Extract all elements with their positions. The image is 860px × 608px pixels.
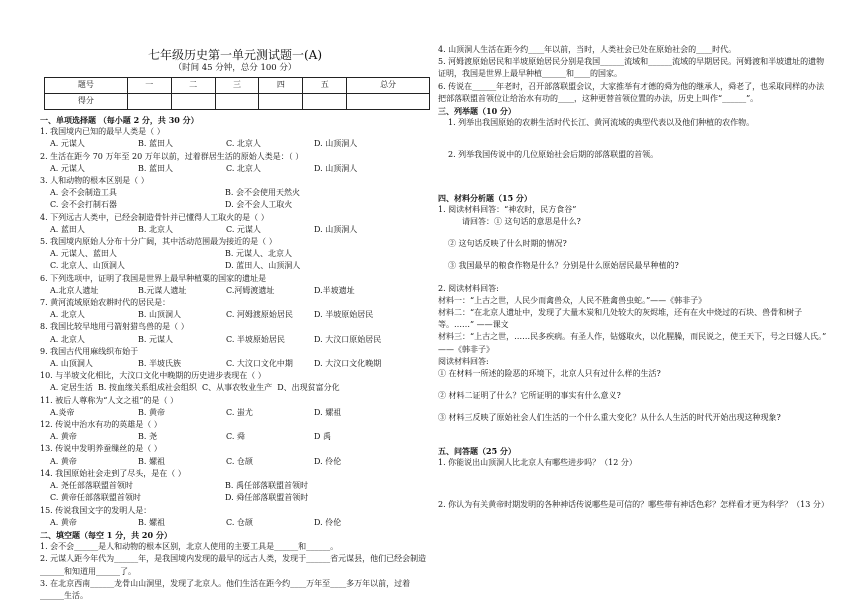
option: D. 山顶洞人: [314, 163, 358, 173]
score-cell: 题号: [45, 78, 128, 94]
option: C. 北京人: [226, 163, 261, 173]
option: A. 定居生活: [50, 383, 93, 393]
score-cell: 一: [127, 78, 171, 94]
question: 11. 被后人尊称为“人文之祖”的是（ ）: [40, 395, 178, 405]
option: A. 会不会制造工具: [50, 188, 117, 198]
option: C.河姆渡遗址: [226, 285, 275, 295]
answer-space[interactable]: [438, 162, 830, 192]
question: 6. 下列选项中，证明了我国是世界上最早种植粟的国家的遗址是: [40, 273, 267, 283]
option: A. 北京人: [50, 310, 85, 320]
list-question: 2. 列举我国传说中的几位原始社会后期的部落联盟的首领。: [448, 150, 659, 160]
option: C. 蚩尤: [226, 407, 253, 417]
fill-question: 2. 元谋人距今年代为______年，是我国境内发现的最早的远古人类，发现于______省元谋县，他们已经会制造______和知道用______了。: [40, 554, 427, 576]
option: B. 嫘祖: [138, 517, 165, 527]
fill-question: 3. 在北京西南______龙骨山山洞里，发现了北京人。他们生活在距今约____万年至____多万年以前，过着______生活。: [40, 578, 411, 600]
option: A. 黄帝: [50, 432, 77, 442]
options: [40, 517, 430, 529]
right-column: [438, 44, 830, 511]
option: A. 山顶洞人: [50, 359, 93, 369]
options: [40, 431, 430, 443]
answer-space[interactable]: [438, 469, 830, 499]
option: C. 北京人、山顶洞人: [50, 261, 125, 271]
option: B. 北京人: [138, 224, 173, 234]
option: A. 蓝田人: [50, 224, 85, 234]
page-subtitle: （时间 45 分钟，总分 100 分）: [173, 63, 297, 73]
options: [40, 138, 430, 150]
section-heading: 五、问答题（25 分）: [438, 445, 516, 456]
question: 7. 黄河流域原始农耕时代的居民是：: [40, 298, 171, 308]
answer-space[interactable]: [438, 250, 830, 260]
score-input-cell[interactable]: [215, 94, 259, 110]
option: A.北京人遗址: [50, 285, 99, 295]
question: 14. 我国原始社会走到了尽头，是在（ ）: [40, 468, 186, 478]
option: D. 嫘祖: [314, 407, 342, 417]
options: [40, 309, 430, 321]
question: 13. 传说中发明养蚕缫丝的是（ ）: [40, 444, 162, 454]
essay-question: 2. 你认为有关黄帝时期发明的各种神话传说哪些是可信的？哪些带有神话色彩？怎样看才更为科学？（13 分）: [438, 500, 829, 510]
options: [40, 248, 430, 260]
option: B. 嫘祖: [138, 456, 165, 466]
option: C. 黄帝任部落联盟首领时: [50, 493, 141, 503]
sub-question: ② 这句话反映了什么时期的情况?: [448, 239, 567, 249]
score-cell: 四: [259, 78, 303, 94]
material-text: 材料二：“在北京人遗址中，发现了大量木炭和几处较大的灰烬堆，还有在火中烧过的石块、兽骨和树子等。……” ——课文: [438, 308, 803, 330]
score-cell: 二: [171, 78, 215, 94]
option: D. 大汶口文化晚期: [314, 359, 382, 369]
options: [40, 163, 430, 175]
score-input-cell[interactable]: [347, 94, 430, 110]
option: A. 元谋人、蓝田人: [50, 249, 117, 259]
option: A. 元谋人: [50, 139, 85, 149]
options: [40, 334, 430, 346]
question: 3. 人和动物的根本区别是（ ）: [40, 176, 149, 186]
section-heading: 四、材料分析题（15 分）: [438, 192, 532, 203]
option: D. 大汶口原始居民: [314, 334, 382, 344]
question: 15. 传说我国文字的发明人是：: [40, 505, 152, 515]
material-question: 1. 阅读材料回答：“神农时，民方食谷”: [438, 204, 577, 214]
section-heading: 二、填空题（每空 1 分，共 20 分）: [40, 529, 172, 540]
score-cell: 得分: [45, 94, 128, 110]
fill-question: 5. 河姆渡原始居民和半坡原始居民分别是我国______流域和______流域的早期居民。河姆渡和半坡遗址的遗物证明，我国是世界上最早种植______和____的国家。: [438, 57, 825, 79]
question: 12. 传说中治水有功的英雄是（ ）: [40, 420, 162, 430]
option: A.炎帝: [50, 407, 75, 417]
material-text: 材料三：“上古之世，……民多疾病。有圣人作，钻燧取火，以化腥臊，而民说之，使王天下，号之曰燧人氏。” ——《韩非子》: [438, 332, 827, 354]
option: B. 黄帝: [138, 407, 165, 417]
option: C. 大汶口文化中期: [226, 359, 293, 369]
score-input-cell[interactable]: [171, 94, 215, 110]
options: [40, 456, 430, 468]
option: C. 河姆渡原始居民: [226, 310, 293, 320]
option: B. 禹任部落联盟首领时: [225, 481, 308, 491]
score-table-header-row: [45, 78, 430, 94]
sub-question: ② 材料二证明了什么？它所证明的事实有什么意义?: [438, 391, 621, 401]
option: C. 元谋人: [226, 224, 261, 234]
score-input-cell[interactable]: [303, 94, 347, 110]
option: B. 山顶洞人: [138, 310, 181, 320]
page-title: 七年级历史第一单元测试题一(A): [147, 48, 323, 62]
answer-space[interactable]: [438, 129, 830, 149]
score-input-cell[interactable]: [127, 94, 171, 110]
fill-question: 1. 会不会______是人和动物的根本区别，北京人使用的主要工具是______和______。: [40, 542, 339, 552]
question: 4. 下列远古人类中，已经会制造骨针并已懂得人工取火的是（ ）: [40, 212, 269, 222]
score-table: [44, 77, 430, 110]
sub-question: 请回答：① 这句话的意思是什么?: [462, 217, 581, 227]
answer-space[interactable]: [438, 425, 830, 445]
options: [40, 358, 430, 370]
question: 9. 我国古代用麻线织布始于: [40, 346, 139, 356]
option: C. 仓颉: [226, 456, 253, 466]
option: C、从事农牧业生产: [202, 383, 273, 393]
option: D、出现贫富分化: [277, 383, 340, 393]
list-question: 1. 列举出我国原始的农耕生活时代长江、黄河流域的典型代表以及他们种植的农作物。: [448, 118, 755, 128]
option: D. 蓝田人、山顶洞人: [225, 261, 301, 271]
option: B. 尧: [138, 432, 157, 442]
option: B. 蓝田人: [138, 163, 173, 173]
question: 8. 我国比较早地用弓箭射猎鸟兽的是（ ）: [40, 322, 189, 332]
score-cell: 三: [215, 78, 259, 94]
question: 10. 与半坡文化相比，大汶口文化中晚期的历史进步表现在（ ）: [40, 371, 266, 381]
left-column: [40, 0, 430, 602]
options: [40, 285, 430, 297]
essay-question: 1. 你能说出山顶洞人比北京人有哪些进步吗？（12 分）: [438, 457, 637, 467]
answer-space[interactable]: [438, 402, 830, 412]
option: C. 北京人: [226, 139, 261, 149]
answer-space[interactable]: [438, 273, 830, 283]
question: 5. 我国境内原始人分布十分广阔，其中活动范围最为接近的是（ ）: [40, 237, 277, 247]
option: D 禹: [314, 432, 331, 442]
fill-question: 6. 传说在______年老时，召开部落联盟会议，大家推举有才德的舜为他的继承人，舜老了，也采取同样的办法把部落联盟首领位让给治水有功的____，这种更替首领位置的办法，历史上叫作“______”。: [438, 81, 825, 103]
material-question: 2. 阅读材料回答:: [438, 283, 499, 293]
option: B. 元谋人、北京人: [225, 249, 292, 259]
option: A. 尧任部落联盟首领时: [50, 481, 133, 491]
options: [40, 407, 430, 419]
option: B. 按血缘关系组成社会组织: [97, 383, 197, 393]
answer-space[interactable]: [438, 380, 830, 390]
answer-space[interactable]: [438, 228, 830, 238]
option: B.元谋人遗址: [138, 285, 187, 295]
material-text: 材料一：“上古之世，人民少而禽兽众，人民不胜禽兽虫蛇。”——《韩非子》: [438, 295, 707, 305]
option: D. 山顶洞人: [314, 224, 358, 234]
option: D. 伶伦: [314, 456, 342, 466]
score-cell: 总分: [347, 78, 430, 94]
option: A. 北京人: [50, 334, 85, 344]
option: A. 元谋人: [50, 163, 85, 173]
option: A. 黄帝: [50, 456, 77, 466]
option: C. 仓颉: [226, 517, 253, 527]
sub-question: ③ 我国最早的粮食作物是什么？分别是什么原始居民最早种植的?: [448, 261, 679, 271]
score-cell: 五: [303, 78, 347, 94]
fill-question: 4. 山顶洞人生活在距今约____年以前，当时，人类社会已处在原始社会的____时代。: [438, 45, 737, 54]
option: B. 半坡氏族: [138, 359, 181, 369]
option: C. 半坡原始居民: [226, 334, 285, 344]
section-heading: 三、列举题（10 分）: [438, 106, 516, 117]
options: [40, 199, 430, 211]
options: [40, 224, 430, 236]
option: B. 蓝田人: [138, 139, 173, 149]
score-input-cell[interactable]: [259, 94, 303, 110]
sub-question: 阅读材料回答:: [438, 356, 489, 366]
options: [40, 480, 430, 492]
options: [40, 492, 430, 504]
section-heading: 一、单项选择题 （每小题 2 分，共 30 分）: [40, 115, 199, 125]
option: D. 会不会人工取火: [225, 200, 293, 210]
option: B. 元谋人: [138, 334, 173, 344]
options: [40, 260, 430, 272]
score-table-score-row: [45, 94, 430, 110]
option: D. 伶伦: [314, 517, 342, 527]
option: D. 舜任部落联盟首领时: [225, 493, 309, 503]
question: 2. 生活在距今 70 万年至 20 万年以前，过着群居生活的原始人类是：（ ）: [40, 151, 304, 161]
options: [40, 187, 430, 199]
option: A. 黄帝: [50, 517, 77, 527]
option: C. 会不会打制石器: [50, 200, 117, 210]
sub-question: ① 在材料一所述的险恶的环境下，北京人只有过什么样的生活?: [438, 369, 661, 379]
options: [40, 382, 430, 394]
option: D. 山顶洞人: [314, 139, 358, 149]
sub-question: ③ 材料三反映了原始社会人们生活的一个什么重大变化？从什么人生活的时代开始出现这种现象?: [438, 413, 781, 423]
option: D. 半坡原始居民: [314, 310, 374, 320]
option: B. 会不会使用天然火: [225, 188, 300, 198]
option: C. 舜: [226, 432, 245, 442]
question: 1. 我国境内已知的最早人类是（ ）: [40, 127, 165, 137]
option: D.半坡遗址: [314, 285, 355, 295]
